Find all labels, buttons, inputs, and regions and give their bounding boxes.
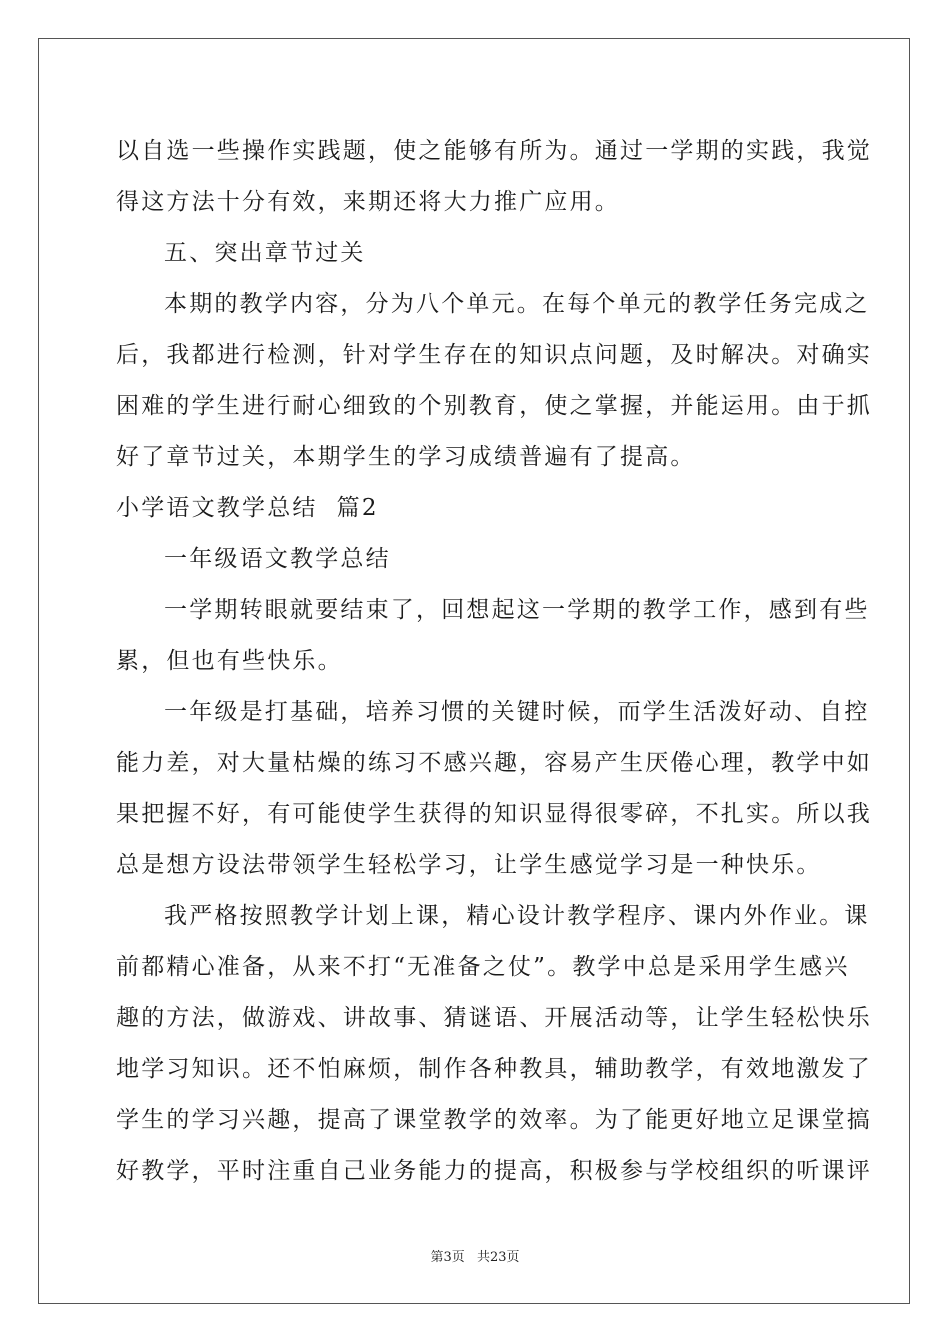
article-title: 小学语文教学总结 篇2: [116, 495, 379, 521]
text-line: 困难的学生进行耐心细致的个别教育，使之掌握，并能运用。由于抓: [116, 393, 872, 419]
document-body: [116, 126, 872, 1197]
text-line: 总是想方设法带领学生轻松学习，让学生感觉学习是一种快乐。: [116, 852, 822, 878]
text-line: 我严格按照教学计划上课，精心设计教学程序、课内外作业。课: [164, 903, 870, 929]
text-line: 趣的方法，做游戏、讲故事、猜谜语、开展活动等，让学生轻松快乐: [116, 1005, 872, 1031]
text-line: 好教学，平时注重自己业务能力的提高，积极参与学校组织的听课评: [116, 1158, 872, 1184]
page-footer: [0, 1246, 950, 1265]
page-number: 第3页: [430, 1250, 465, 1265]
text-line: 能力差，对大量枯燥的练习不感兴趣，容易产生厌倦心理，教学中如: [116, 750, 872, 776]
text-line: 地学习知识。还不怕麻烦，制作各种教具，辅助教学，有效地激发了: [116, 1056, 872, 1082]
article-subtitle: 一年级语文教学总结: [164, 546, 391, 572]
text-line: 学生的学习兴趣，提高了课堂教学的效率。为了能更好地立足课堂搞: [116, 1107, 872, 1133]
section-heading: 五、突出章节过关: [164, 240, 366, 266]
text-line: 累，但也有些快乐。: [116, 648, 343, 674]
page-total: 共23页: [476, 1250, 520, 1265]
text-line: 一年级是打基础，培养习惯的关键时候，而学生活泼好动、自控: [164, 699, 870, 725]
text-line: 本期的教学内容，分为八个单元。在每个单元的教学任务完成之: [164, 291, 870, 317]
text-line: 一学期转眼就要结束了，回想起这一学期的教学工作，感到有些: [164, 597, 870, 623]
text-line: 以自选一些操作实践题，使之能够有所为。通过一学期的实践，我觉: [116, 138, 872, 164]
text-line: 前都精心准备，从来不打“无准备之仗”。教学中总是采用学生感兴: [116, 954, 850, 980]
text-line: 果把握不好，有可能使学生获得的知识显得很零碎，不扎实。所以我: [116, 801, 872, 827]
text-line: 得这方法十分有效，来期还将大力推广应用。: [116, 189, 620, 215]
text-line: 好了章节过关，本期学生的学习成绩普遍有了提高。: [116, 444, 696, 470]
text-line: 后，我都进行检测，针对学生存在的知识点问题，及时解决。对确实: [116, 342, 872, 368]
